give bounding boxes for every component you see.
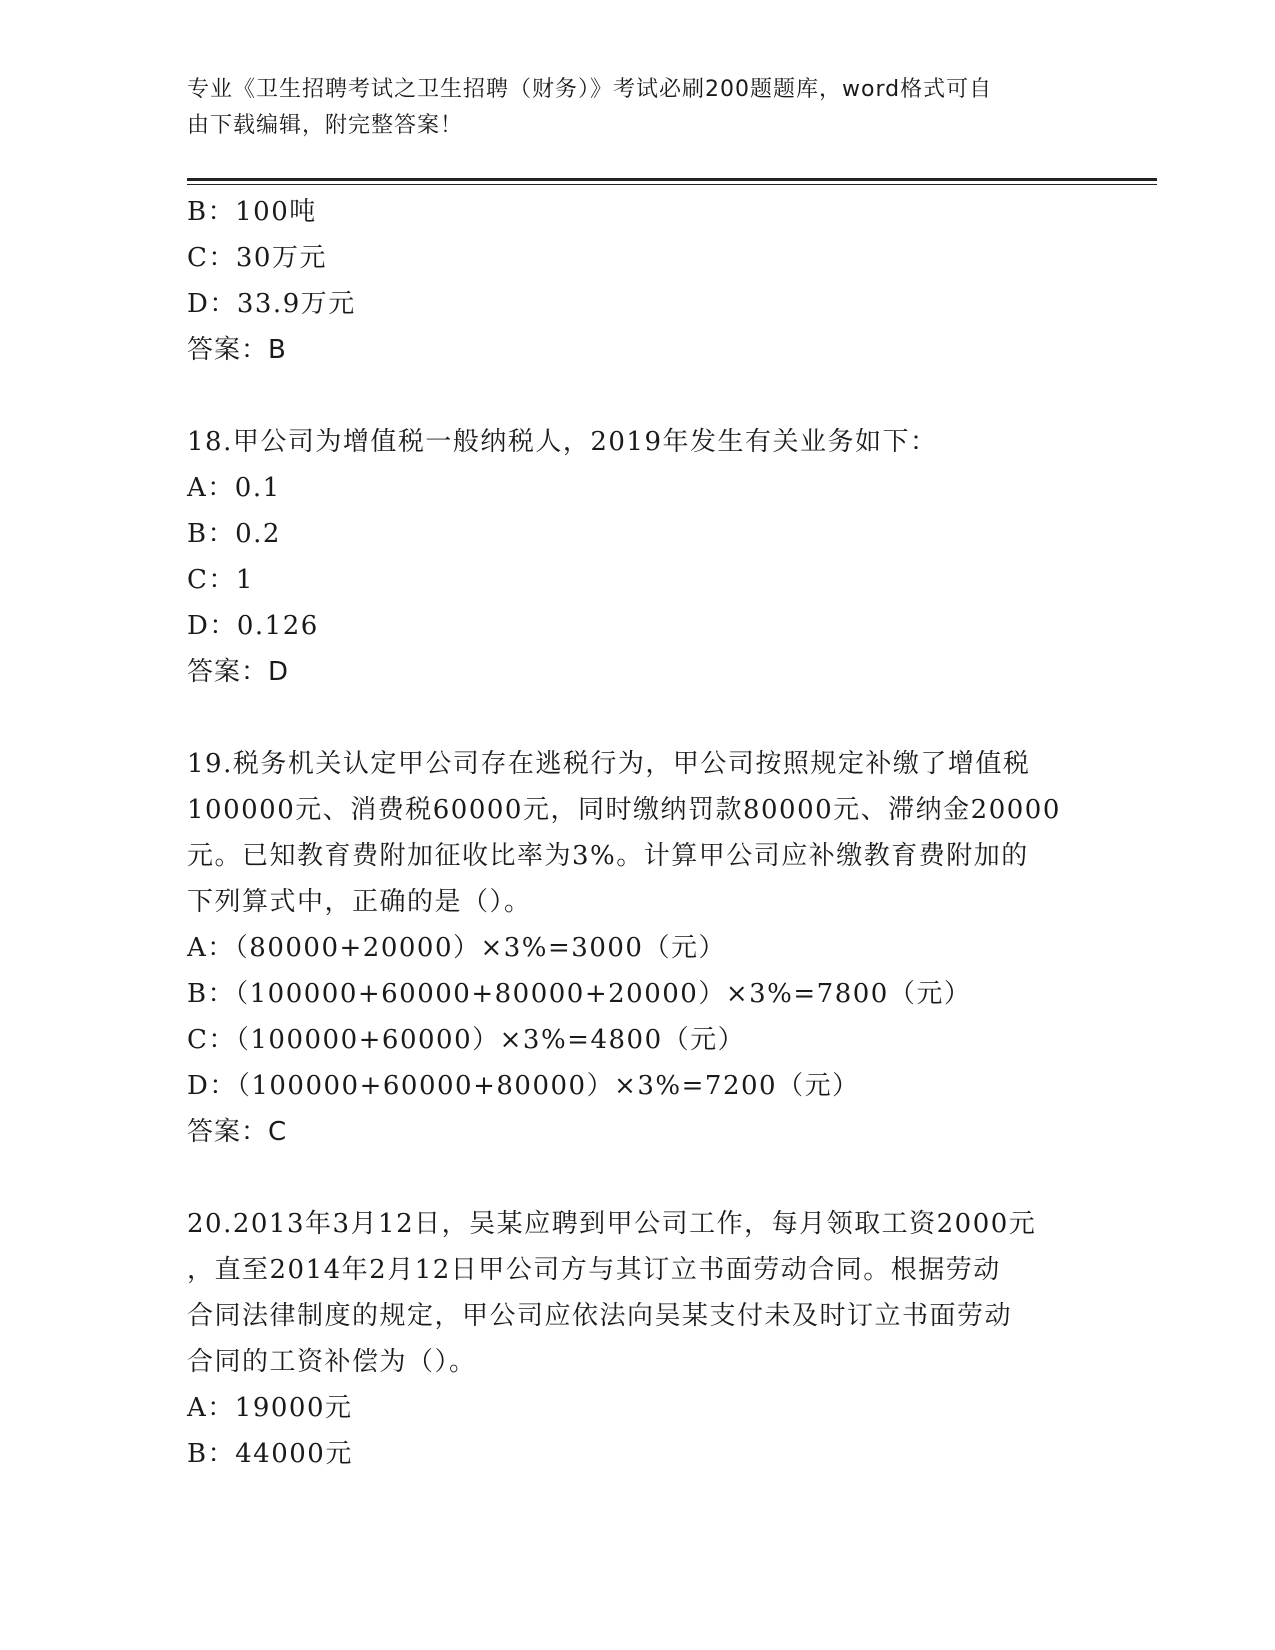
stem-line: 合同的工资补偿为（）。 xyxy=(187,1347,477,1377)
answer-line: 答案：B xyxy=(187,335,287,365)
option-b: B：（100000+60000+80000+20000）×3%=7800（元） xyxy=(187,979,972,1009)
question-list xyxy=(187,189,1087,1477)
option-c: C：30万元 xyxy=(187,243,327,273)
stem-line: 20.2013年3月12日，吴某应聘到甲公司工作，每月领取工资2000元 xyxy=(187,1209,1037,1239)
option-d: D：0.126 xyxy=(187,611,319,641)
option-a: A：19000元 xyxy=(187,1393,353,1423)
option-d: D：（100000+60000+80000）×3%=7200（元） xyxy=(187,1071,860,1101)
header-title-line-1: 专业《卫生招聘考试之卫生招聘（财务）》考试必刷200题题库，word格式可自 xyxy=(187,77,993,102)
question-17-continued xyxy=(187,189,1087,373)
stem-line: 100000元、消费税60000元，同时缴纳罚款80000元、滞纳金20000 xyxy=(187,795,1061,825)
question-stem: 18.甲公司为增值税一般纳税人，2019年发生有关业务如下： xyxy=(187,427,938,457)
stem-line: 合同法律制度的规定，甲公司应依法向吴某支付未及时订立书面劳动 xyxy=(187,1301,1013,1331)
question-18 xyxy=(187,419,1087,695)
document-header xyxy=(187,72,1067,144)
option-d: D：33.9万元 xyxy=(187,289,356,319)
answer-line: 答案：C xyxy=(187,1117,288,1147)
option-a: A：（80000+20000）×3%=3000（元） xyxy=(187,933,726,963)
option-a: A：0.1 xyxy=(187,473,281,503)
answer-line: 答案：D xyxy=(187,657,290,687)
question-20 xyxy=(187,1201,1087,1477)
option-c: C：（100000+60000）×3%=4800（元） xyxy=(187,1025,746,1055)
question-19 xyxy=(187,741,1087,1155)
spacer xyxy=(187,695,1087,741)
header-title-line-2: 由下载编辑，附完整答案！ xyxy=(187,113,464,138)
option-b: B：100吨 xyxy=(187,197,317,227)
stem-line: 元。已知教育费附加征收比率为3%。计算甲公司应补缴教育费附加的 xyxy=(187,841,1029,871)
header-divider-thick xyxy=(187,178,1157,181)
stem-line: 下列算式中，正确的是（）。 xyxy=(187,887,532,917)
option-c: C：1 xyxy=(187,565,254,595)
question-stem xyxy=(187,1201,1087,1385)
stem-line: ，直至2014年2月12日甲公司方与其订立书面劳动合同。根据劳动 xyxy=(187,1255,1001,1285)
option-b: B：44000元 xyxy=(187,1439,353,1469)
option-b: B：0.2 xyxy=(187,519,281,549)
spacer xyxy=(187,1155,1087,1201)
stem-line: 19.税务机关认定甲公司存在逃税行为，甲公司按照规定补缴了增值税 xyxy=(187,749,1031,779)
header-divider-thin xyxy=(187,184,1157,185)
question-stem xyxy=(187,741,1087,925)
spacer xyxy=(187,373,1087,419)
